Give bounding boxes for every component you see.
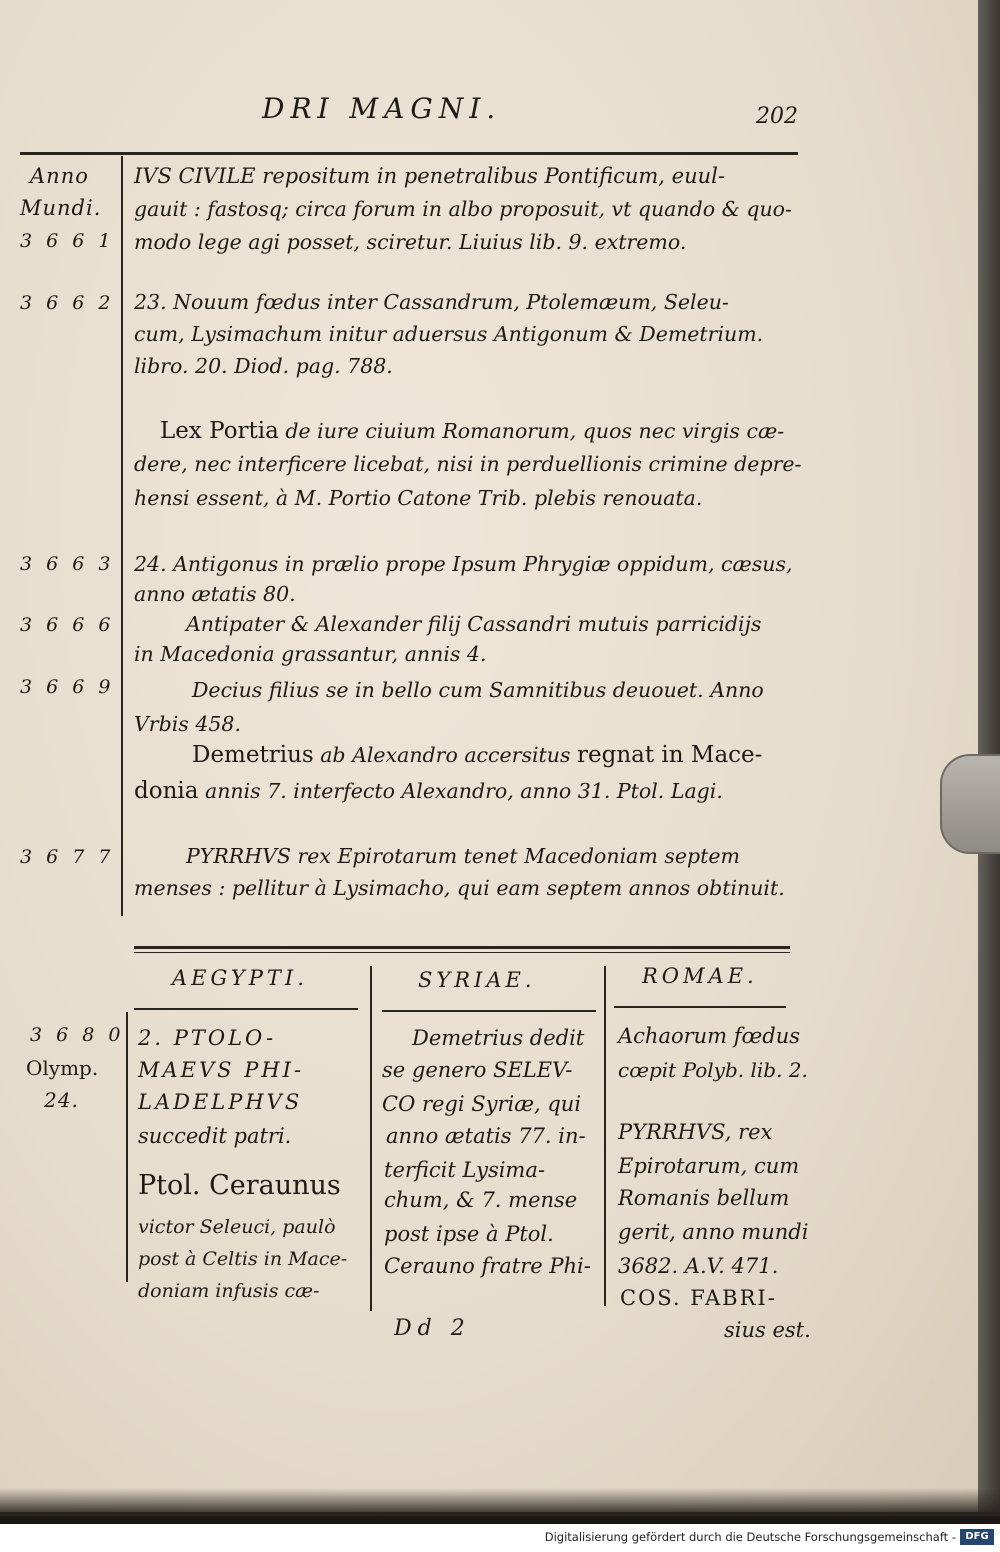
column-divider-1	[370, 966, 372, 1311]
entry-ius-civile-line-3: modo lege agi posset, sciretur. Liuius lib. 9. extremo.	[134, 230, 687, 254]
entry-ius-civile-line-1: IVS CIVILE repositum in penetralibus Pontificum, euul-	[134, 164, 725, 188]
table-top-rule	[134, 946, 790, 949]
romae-line-5: Epirotarum, cum	[618, 1154, 800, 1178]
syriae-line-5: terficit Lysima-	[384, 1158, 545, 1182]
dfg-logo-icon: DFG	[960, 1529, 994, 1545]
digitization-credit: Digitalisierung gefördert durch die Deutsche Forschungsgemeinschaft -	[544, 1530, 956, 1544]
margin-mundi: Mundi.	[20, 196, 102, 220]
syriae-line-7: post ipse à Ptol.	[384, 1222, 554, 1246]
entry-decius-line-1: Decius filius se in bello cum Samnitibus deuouet. Anno	[192, 678, 764, 702]
aegypti-line-3: LADELPHVS	[138, 1090, 303, 1114]
demetrius-name: Demetrius	[192, 742, 314, 768]
aegypti-line-1: 2. PTOLO-	[138, 1026, 277, 1050]
page-clip	[940, 754, 1000, 854]
aegypti-line-2: MAEVS PHI-	[138, 1058, 305, 1082]
aegypti-line-6: post à Celtis in Mace-	[138, 1248, 348, 1270]
column-header-rule-syriae	[382, 1010, 596, 1012]
entry-lex-portia-line-1	[160, 418, 784, 444]
margin-year-3669: 3 6 6 9	[20, 676, 115, 698]
aegypti-line-7: doniam infusis cæ-	[138, 1280, 320, 1302]
entry-ius-civile-line-2: gauit : fastosq; circa forum in albo proposuit, vt quando & quo-	[134, 197, 792, 221]
romae-line-6: Romanis bellum	[618, 1186, 790, 1210]
margin-olymp: Olymp.	[26, 1056, 99, 1080]
entry-pyrrhus-line-1: PYRRHVS rex Epirotarum tenet Macedoniam septem	[186, 844, 740, 868]
entry-decius-line-2: Vrbis 458.	[134, 712, 241, 736]
entry-lex-portia-line-2: dere, nec interficere licebat, nisi in perduellionis crimine depre-	[134, 452, 802, 476]
margin-year-3680: 3 6 8 0	[30, 1024, 125, 1046]
column-header-romae: ROMAE.	[642, 964, 758, 988]
aegypti-line-4: succedit patri.	[138, 1124, 292, 1148]
printer-signature: Dd 2	[394, 1316, 471, 1341]
column-header-rule-romae	[614, 1006, 786, 1008]
entry-demetrius-line-2	[134, 778, 723, 804]
column-divider-2	[604, 966, 606, 1306]
demetrius-donia: donia	[134, 778, 199, 804]
syriae-line-8: Cerauno fratre Phi-	[384, 1254, 591, 1278]
entry-pyrrhus-line-2: menses : pellitur à Lysimacho, qui eam septem annos obtinuit.	[134, 876, 785, 900]
romae-line-4: PYRRHVS, rex	[618, 1120, 773, 1144]
romae-line-1: Achaorum fœdus	[618, 1024, 801, 1048]
margin-year-3677: 3 6 7 7	[20, 846, 115, 868]
entry-antipater-line-1: Antipater & Alexander filij Cassandri mutuis parricidijs	[186, 612, 762, 636]
entry-lex-portia-line-3: hensi essent, à M. Portio Catone Trib. plebis renouata.	[134, 486, 703, 510]
aegypti-ptol-ceraunus: Ptol. Ceraunus	[138, 1170, 341, 1201]
romae-line-7: gerit, anno mundi	[618, 1220, 809, 1244]
table-top-rule-2	[134, 952, 790, 953]
margin-olymp-number: 24.	[44, 1088, 79, 1112]
syriae-line-6: chum, & 7. mense	[384, 1188, 578, 1212]
running-header-title: DRI MAGNI.	[262, 92, 502, 125]
entry-antigonus-line-1: 24. Antigonus in prælio prope Ipsum Phrygiæ oppidum, cæsus,	[134, 552, 793, 576]
margin-divider-lower	[126, 1012, 128, 1282]
column-header-aegypti: AEGYPTI.	[172, 966, 308, 990]
demetrius-middle: ab Alexandro accersitus	[313, 743, 577, 767]
margin-year-3666: 3 6 6 6	[20, 614, 115, 636]
margin-year-3661: 3 6 6 1	[20, 230, 115, 252]
entry-foedus-line-1: 23. Nouum fœdus inter Cassandrum, Ptolemæum, Seleu-	[134, 290, 729, 314]
entry-antipater-line-2: in Macedonia grassantur, annis 4.	[134, 642, 487, 666]
romae-line-8: 3682. A.V. 471.	[618, 1254, 779, 1278]
lex-portia-lead: Lex Portia	[160, 418, 279, 444]
syriae-line-3: CO regi Syriæ, qui	[382, 1092, 582, 1116]
column-header-syriae: SYRIAE.	[418, 968, 536, 992]
demetrius-end: annis 7. interfecto Alexandro, anno 31. Ptol. Lagi.	[198, 779, 723, 803]
entry-antigonus-line-2: anno ætatis 80.	[134, 582, 296, 606]
syriae-line-2: se genero SELEV-	[382, 1058, 573, 1082]
syriae-line-4: anno ætatis 77. in-	[386, 1124, 586, 1148]
entry-foedus-line-3: libro. 20. Diod. pag. 788.	[134, 354, 393, 378]
margin-year-3663: 3 6 6 3	[20, 553, 115, 575]
margin-anno: Anno	[30, 164, 89, 188]
demetrius-regnat: regnat in Mace-	[577, 742, 763, 768]
entry-foedus-line-2: cum, Lysimachum initur aduersus Antigonum & Demetrium.	[134, 322, 764, 346]
page-number: 202	[756, 104, 798, 129]
romae-line-10: sius est.	[724, 1318, 811, 1342]
header-rule	[20, 152, 798, 155]
column-header-rule-aegypti	[134, 1008, 358, 1010]
page-bottom-shadow	[0, 1488, 1000, 1516]
lex-portia-rest: de iure ciuium Romanorum, quos nec virgis cæ-	[278, 419, 785, 443]
syriae-line-1: Demetrius dedit	[412, 1026, 585, 1050]
aegypti-line-5: victor Seleuci, paulò	[138, 1216, 336, 1238]
entry-demetrius-line-1	[192, 742, 762, 768]
romae-line-2: cœpit Polyb. lib. 2.	[618, 1058, 808, 1082]
romae-line-9: COS. FABRI-	[620, 1286, 777, 1310]
margin-divider	[121, 156, 123, 916]
margin-year-3662: 3 6 6 2	[20, 292, 115, 314]
